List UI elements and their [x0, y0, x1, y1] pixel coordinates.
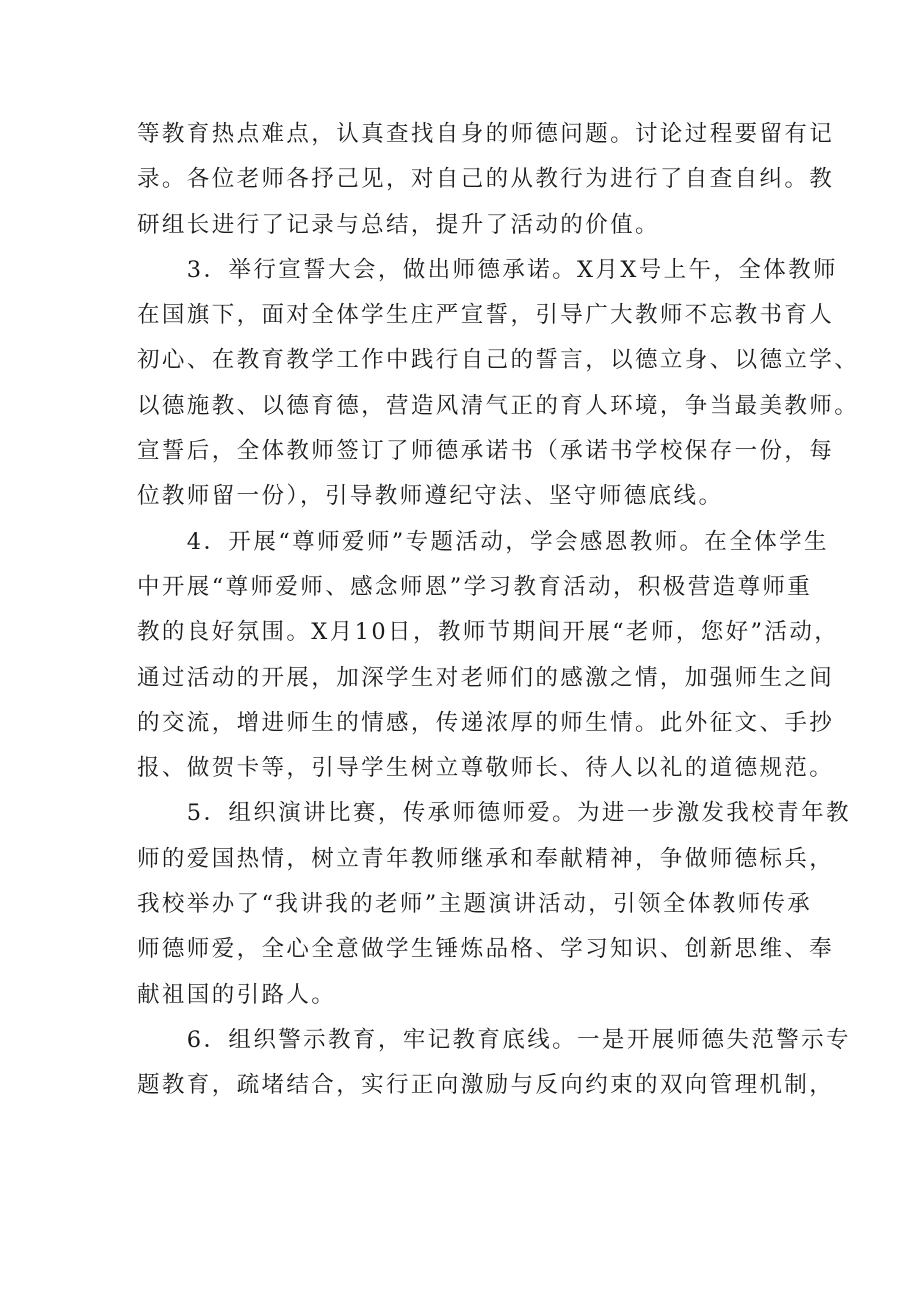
paragraph-2 [137, 248, 860, 520]
paragraph-4 [137, 791, 851, 1017]
text-line: 等教育热点难点，认真查找自身的师德问题。讨论过程要留有记 [137, 121, 835, 147]
text-line: 题教育，疏堵结合，实行正向激励与反向约束的双向管理机制， [137, 1072, 835, 1099]
text-line: 3．举行宣誓大会，做出师德承诺。X月X号上午，全体教师 [137, 256, 838, 283]
paragraph-5 [137, 1018, 851, 1109]
paragraph-1 [137, 112, 835, 248]
text-line: 宣誓后，全体教师签订了师德承诺书（承诺书学校保存一份，每 [137, 438, 835, 465]
text-line: 录。各位老师各抒己见，对自己的从教行为进行了自查自纠。教 [137, 166, 835, 193]
text-line: 师德师爱，全心全意做学生锤炼品格、学习知识、创新思维、奉 [137, 936, 835, 963]
document-body [137, 112, 860, 1109]
text-line: 研组长进行了记录与总结，提升了活动的价值。 [137, 211, 660, 238]
text-line: 4．开展“尊师爱师”专题活动，学会感恩教师。在全体学生 [137, 528, 829, 555]
text-line: 教的良好氛围。X月10日，教师节期间开展“老师，您好”活动， [137, 619, 840, 646]
text-line: 位教师留一份），引导教师遵纪守法、坚守师德底线。 [137, 483, 724, 510]
paragraph-3 [137, 520, 840, 792]
text-line: 以德施教、以德育德，营造风清气正的育人环境，争当最美教师。 [137, 392, 860, 419]
text-line: 在国旗下，面对全体学生庄严宣誓，引导广大教师不忘教书育人 [137, 302, 835, 329]
text-line: 的交流，增进师生的情感，传递浓厚的师生情。此外征文、手抄 [137, 709, 835, 736]
text-line: 通过活动的开展，加深学生对老师们的感激之情，加强师生之间 [137, 664, 835, 691]
text-line: 我校举办了“我讲我的老师”主题演讲活动，引领全体教师传承 [137, 891, 813, 918]
text-line: 5．组织演讲比赛，传承师德师爱。为进一步激发我校青年教 [137, 800, 851, 827]
text-line: 中开展“尊师爱师、感念师恩”学习教育活动，积极营造尊师重 [137, 573, 813, 600]
text-line: 师的爱国热情，树立青年教师继承和奉献精神，争做师德标兵， [137, 845, 835, 872]
text-line: 初心、在教育教学工作中践行自己的誓言，以德立身、以德立学、 [137, 347, 860, 374]
text-line: 报、做贺卡等，引导学生树立尊敬师长、待人以礼的道德规范。 [137, 755, 835, 782]
text-line: 献祖国的引路人。 [137, 981, 337, 1008]
text-line: 6．组织警示教育，牢记教育底线。一是开展师德失范警示专 [137, 1026, 851, 1053]
